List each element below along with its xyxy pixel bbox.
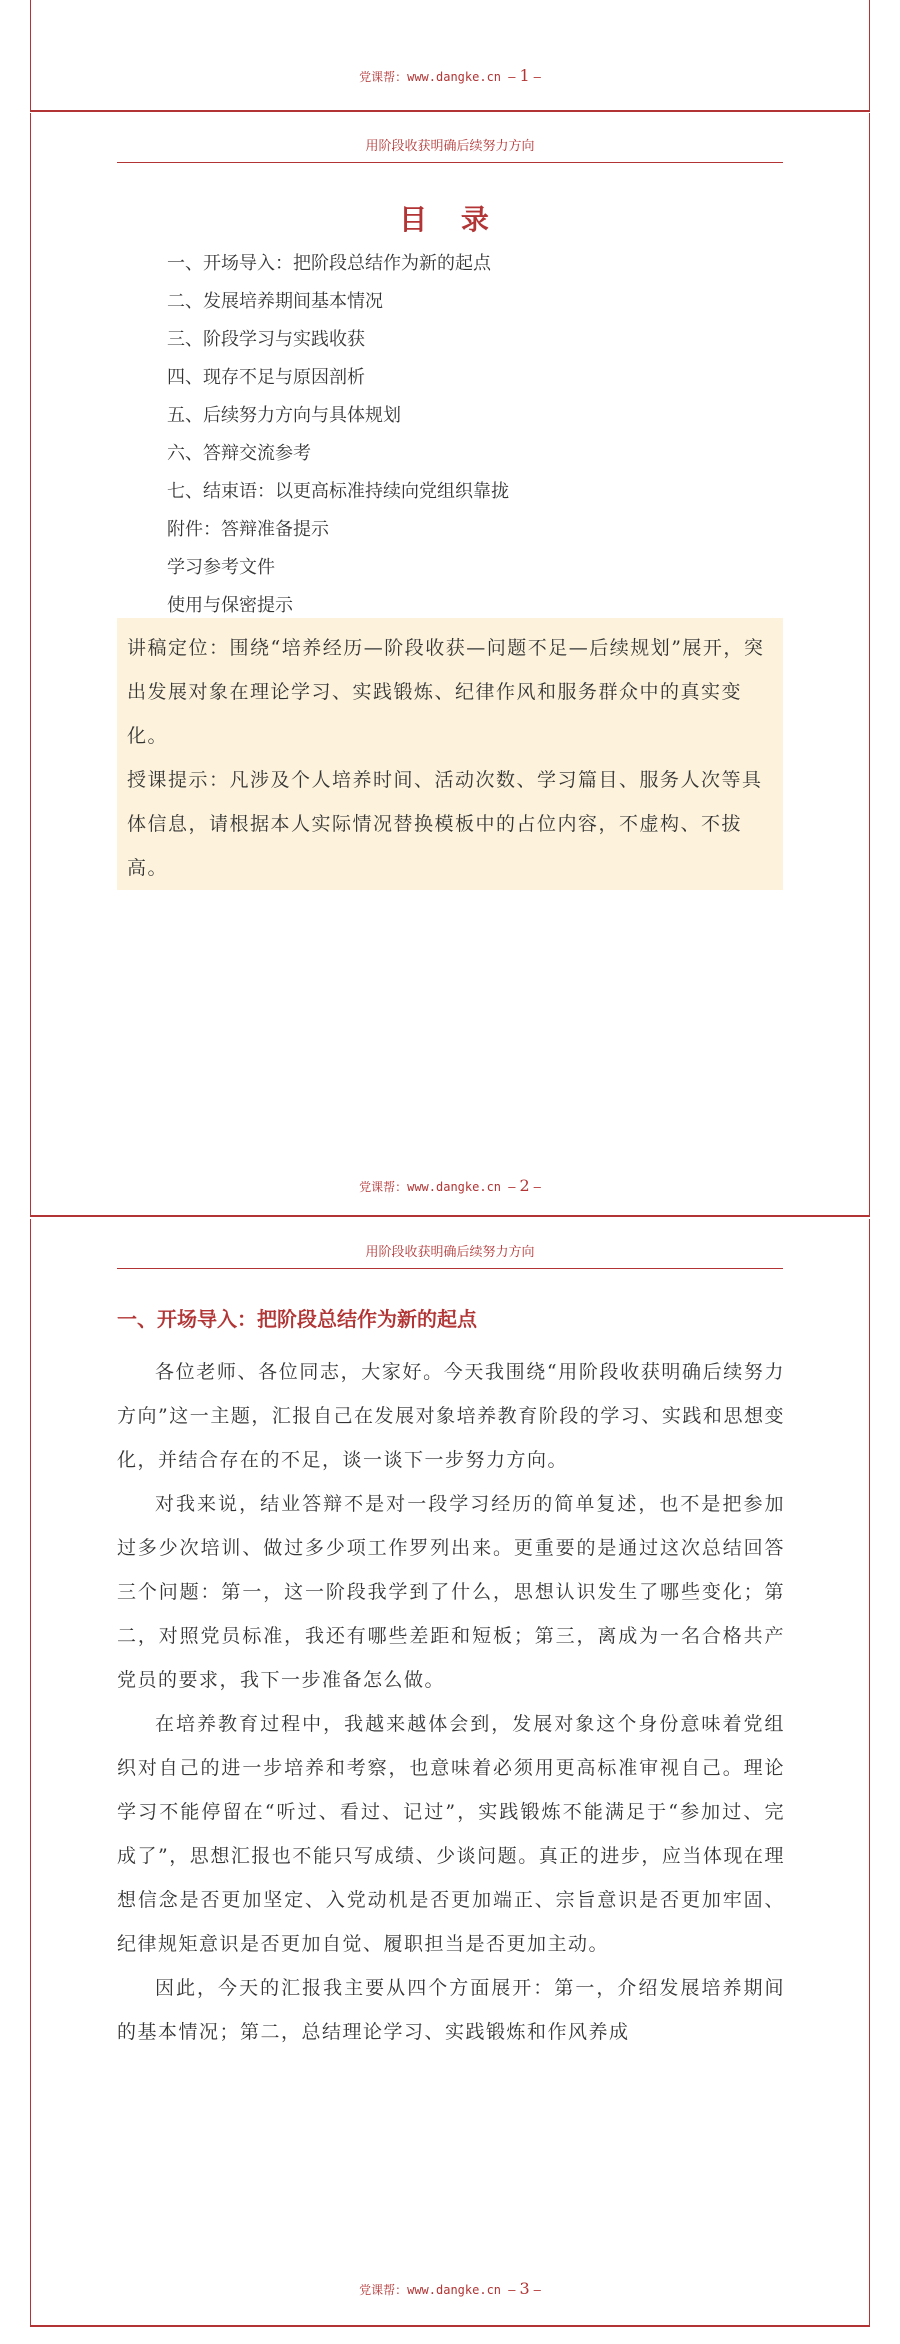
note-positioning: 讲稿定位：围绕“培养经历—阶段收获—问题不足—后续规划”展开，突出发展对象在理论学习、实践锻炼、纪律作风和服务群众中的真实变化。 bbox=[127, 637, 765, 747]
toc-item[interactable]: 二、发展培养期间基本情况 bbox=[167, 291, 383, 312]
running-head: 用阶段收获明确后续努力方向 bbox=[117, 135, 783, 163]
toc-item[interactable]: 六、答辩交流参考 bbox=[167, 443, 311, 464]
page-footer: 党课帮：www.dangke.cn — 3 — bbox=[359, 2279, 541, 2298]
toc-item[interactable]: 附件：答辩准备提示 bbox=[167, 519, 329, 540]
page-1 bbox=[30, 0, 870, 112]
section-body bbox=[117, 1350, 785, 2054]
footer-site: 党课帮：www.dangke.cn bbox=[359, 2283, 502, 2297]
body-paragraph: 因此，今天的汇报我主要从四个方面展开：第一，介绍发展培养期间的基本情况；第二，总结理论学习、实践锻炼和作风养成 bbox=[117, 1977, 785, 2043]
page-number: 2 bbox=[519, 1176, 530, 1195]
body-paragraph: 对我来说，结业答辩不是对一段学习经历的简单复述，也不是把参加过多少次培训、做过多少项工作罗列出来。更重要的是通过这次总结回答三个问题：第一，这一阶段我学到了什么，思想认识发生了哪些变化；第二，对照党员标准，我还有哪些差距和短板；第三，离成为一名合格共产党员的要求，我下一步准备怎么做。 bbox=[117, 1493, 785, 1691]
footer-site: 党课帮：www.dangke.cn bbox=[359, 1180, 502, 1194]
toc-item[interactable]: 四、现存不足与原因剖析 bbox=[167, 367, 365, 388]
body-paragraph: 在培养教育过程中，我越来越体会到，发展对象这个身份意味着党组织对自己的进一步培养和考察，也意味着必须用更高标准审视自己。理论学习不能停留在“听过、看过、记过”，实践锻炼不能满足于“参加过、完成了”，思想汇报也不能只写成绩、少谈问题。真正的进步，应当体现在理想信念是否更加坚定、入党动机是否更加端正、宗旨意识是否更加牢固、纪律规矩意识是否更加自觉、履职担当是否更加主动。 bbox=[117, 1713, 785, 1955]
page-footer: 党课帮：www.dangke.cn — 2 — bbox=[359, 1176, 541, 1195]
lecture-note-box bbox=[117, 618, 783, 890]
toc-item[interactable]: 一、开场导入：把阶段总结作为新的起点 bbox=[167, 253, 491, 274]
running-head: 用阶段收获明确后续努力方向 bbox=[117, 1241, 783, 1269]
section-heading: 一、开场导入：把阶段总结作为新的起点 bbox=[117, 1307, 477, 1331]
page-2 bbox=[30, 113, 870, 1217]
note-tip: 授课提示：凡涉及个人培养时间、活动次数、学习篇目、服务人次等具体信息，请根据本人实际情况替换模板中的占位内容，不虚构、不拔高。 bbox=[127, 769, 763, 879]
body-paragraph: 各位老师、各位同志，大家好。今天我围绕“用阶段收获明确后续努力方向”这一主题，汇报自己在发展对象培养教育阶段的学习、实践和思想变化，并结合存在的不足，谈一谈下一步努力方向。 bbox=[117, 1361, 785, 1471]
page-number: 3 bbox=[519, 2279, 530, 2298]
page-number: 1 bbox=[519, 66, 530, 85]
footer-site: 党课帮：www.dangke.cn bbox=[359, 70, 502, 84]
toc-item[interactable]: 三、阶段学习与实践收获 bbox=[167, 329, 365, 350]
toc-item[interactable]: 学习参考文件 bbox=[167, 557, 275, 578]
page-3 bbox=[30, 1219, 870, 2327]
toc-title: 目 录 bbox=[399, 203, 501, 236]
toc-item[interactable]: 五、后续努力方向与具体规划 bbox=[167, 405, 401, 426]
toc-item[interactable]: 使用与保密提示 bbox=[167, 595, 293, 616]
page-footer: 党课帮：www.dangke.cn — 1 — bbox=[359, 66, 541, 85]
toc-item[interactable]: 七、结束语：以更高标准持续向党组织靠拢 bbox=[167, 481, 509, 502]
toc-list bbox=[167, 245, 509, 625]
